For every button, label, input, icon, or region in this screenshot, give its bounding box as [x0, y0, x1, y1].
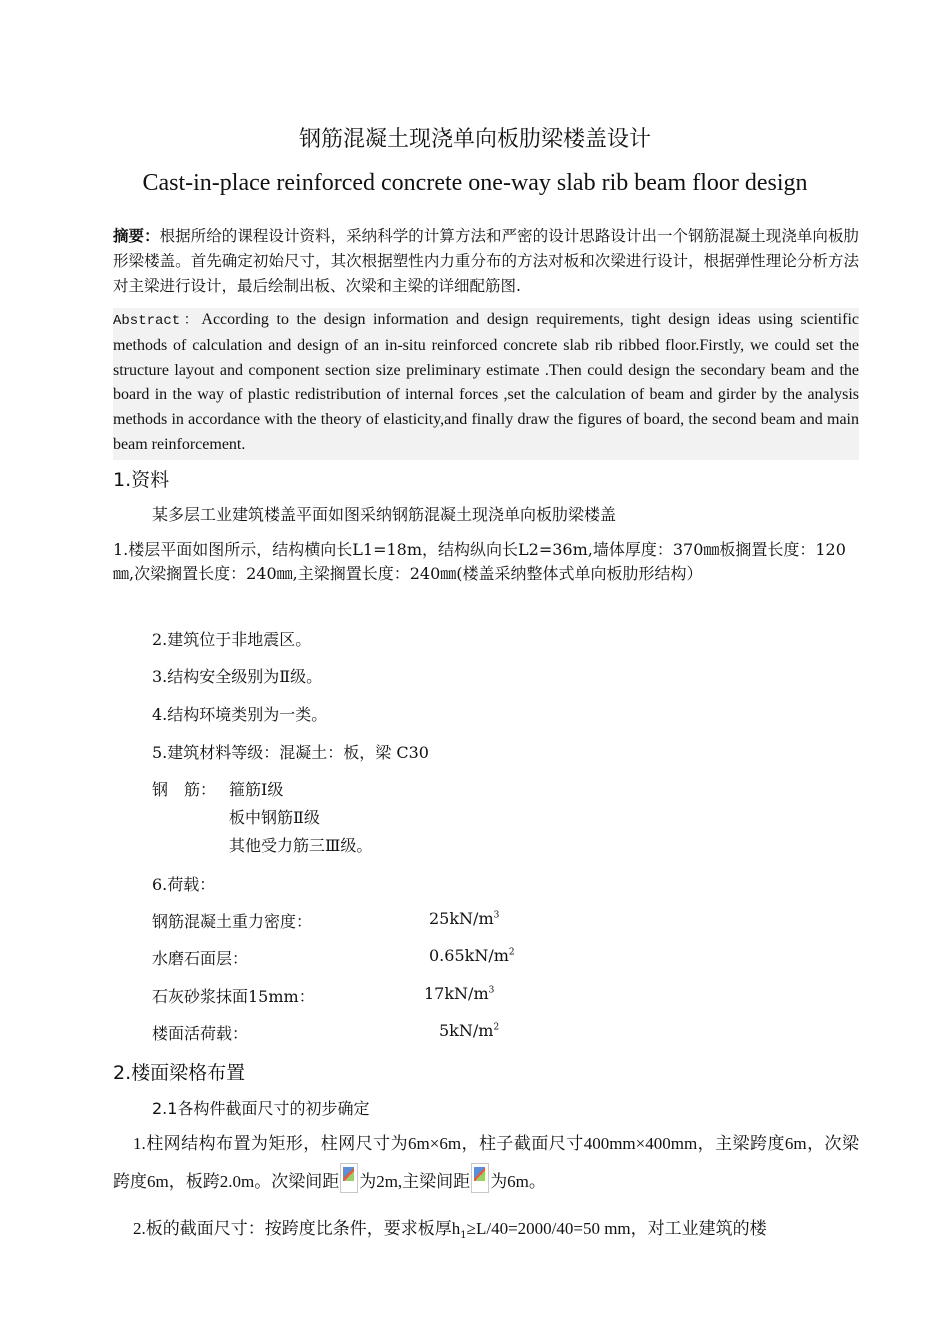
load-name: 楼面活荷载：	[152, 1024, 249, 1043]
section-1-item-4: 4.结构环境类别为一类。	[152, 705, 328, 724]
section-1-item-2: 2.建筑位于非地震区。	[152, 630, 312, 649]
image-placeholder-icon	[340, 1163, 358, 1193]
abstract-cn-label: 摘要：	[113, 227, 160, 245]
section-1-intro: 某多层工业建筑楼盖平面如图采纳钢筋混凝土现浇单向板肋梁楼盖	[152, 505, 617, 524]
section-2-1-heading: 2.1各构件截面尺寸的初步确定	[152, 1099, 370, 1118]
rebar-slab: 板中钢筋Ⅱ级	[229, 808, 320, 827]
load-value: $25kN/m^3$	[429, 909, 500, 928]
document-title-en: Cast-in-place reinforced concrete one-way slab rib beam floor design	[142, 170, 808, 196]
load-name: 石灰砂浆抹面15mm：	[152, 987, 315, 1006]
abstract-cn	[113, 224, 859, 299]
rebar-other: 其他受力筋三Ⅲ级。	[229, 836, 373, 855]
abstract-en-text: According to the design information and design requirements, tight design ideas using scientific methods of calculation and design of an in-situ reinforced concrete slab rib ribbed floor.Firstly, we could set the structure layout and component section size preliminary estimate .Then could design the secondary beam and the board in the way of plastic redistribution of internal forces ,set the calculation of beam and girder by the analysis methods in accordance with the theory of elasticity,and finally draw the figures of board, the second beam and main beam reinforcement.	[113, 311, 859, 453]
rebar-label: 钢 筋：	[152, 780, 217, 799]
load-value: $0.65kN/m^2$	[429, 946, 515, 965]
section-1-item-1: 1.楼层平面如图所示，结构横向长L1=18m，结构纵向长L2=36m,墙体厚度：370㎜板搁置长度：120㎜,次梁搁置长度：240㎜,主梁搁置长度：240㎜(楼盖采纳整体式单向板肋形结构）	[113, 540, 846, 583]
load-name: 水磨石面层：	[152, 949, 249, 968]
abstract-en	[113, 308, 859, 460]
section-1-heading: 1.资料	[113, 469, 170, 491]
load-value: $17kN/m^3$	[424, 984, 495, 1003]
load-name: 钢筋混凝土重力密度：	[152, 912, 313, 931]
rebar-stirrup: 箍筋Ⅰ级	[229, 780, 284, 799]
section-1-item-6: 6.荷载：	[152, 875, 216, 894]
abstract-cn-text: 根据所给的课程设计资料，采纳科学的计算方法和严密的设计思路设计出一个钢筋混凝土现浇单向板肋形梁楼盖。首先确定初始尺寸，其次根据塑性内力重分布的方法对板和次梁进行设计，根据弹性理论分析方法对主梁进行设计，最后绘制出板、次梁和主梁的详细配筋图.	[113, 227, 859, 295]
section-1-item-5: 5.建筑材料等级：混凝土：板，梁 C30	[152, 743, 429, 762]
section-2-paragraph-2: 2.板的截面尺寸：按跨度比条件，要求板厚$h_1\ge L/40=2000/40=50$ mm，对工业建筑的楼	[133, 1219, 767, 1242]
image-placeholder-icon	[471, 1163, 489, 1193]
section-2-heading: 2.楼面梁格布置	[113, 1062, 246, 1084]
load-value: $5kN/m^2$	[439, 1021, 500, 1040]
section-1-item-3: 3.结构安全级别为Ⅱ级。	[152, 667, 323, 686]
abstract-en-label: Abstract：	[113, 313, 202, 329]
document-title-cn: 钢筋混凝土现浇单向板肋梁楼盖设计	[298, 127, 651, 152]
section-2-paragraph-1: 1.柱网结构布置为矩形，柱网尺寸为6m×6m，柱子截面尺寸400mm×400mm，主梁跨度6m，次梁跨度6m，板跨2.0m。次梁间距 为2m,主梁间距 为6m。	[113, 1134, 859, 1191]
